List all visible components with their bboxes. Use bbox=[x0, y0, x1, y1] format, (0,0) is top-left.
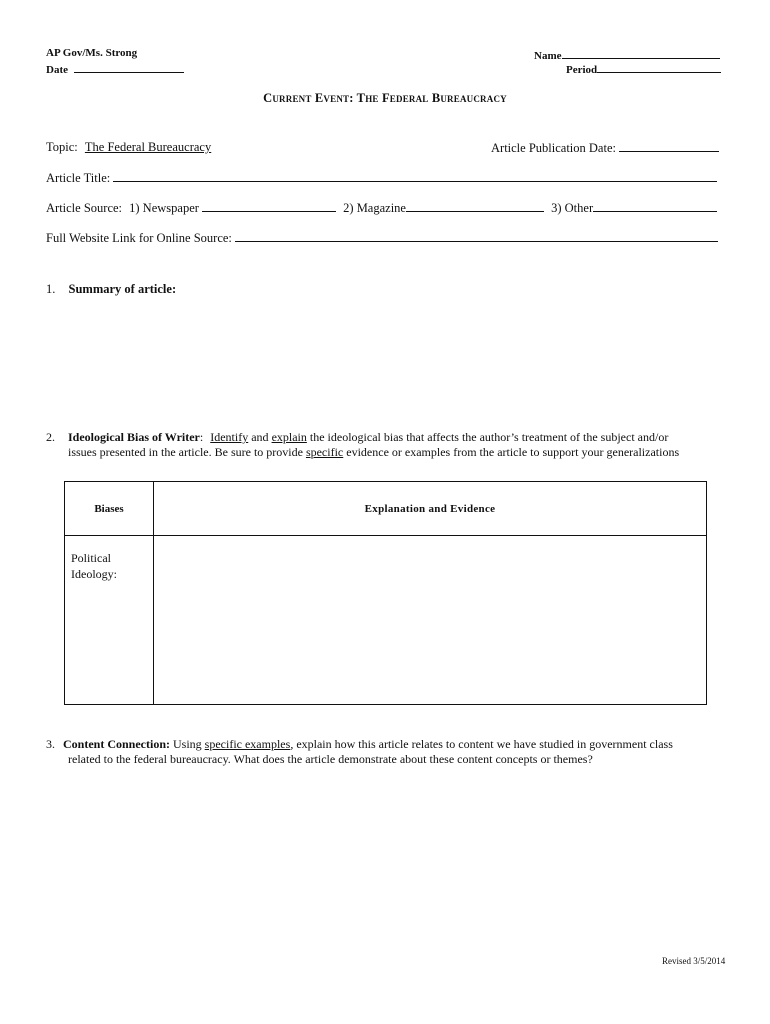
website-blank[interactable] bbox=[235, 230, 718, 242]
q2-identify: Identify bbox=[210, 430, 249, 444]
q2-and: and bbox=[251, 430, 269, 444]
name-blank[interactable] bbox=[562, 47, 720, 59]
q2-explain: explain bbox=[271, 430, 307, 444]
date-blank[interactable] bbox=[74, 61, 184, 73]
q2-colon: : bbox=[199, 430, 204, 444]
article-title-row bbox=[46, 170, 717, 186]
period-blank[interactable] bbox=[597, 61, 721, 73]
biases-header: Biases bbox=[94, 503, 124, 515]
article-title-label: Article Title: bbox=[46, 171, 111, 185]
explanation-header: Explanation and Evidence bbox=[364, 503, 496, 515]
q2-specific: specific bbox=[305, 445, 344, 459]
explanation-header-cell bbox=[154, 482, 707, 536]
source-newspaper-label: 1) Newspaper bbox=[129, 201, 199, 215]
q3-using: Using bbox=[173, 737, 202, 751]
article-source-row bbox=[46, 200, 717, 216]
ideology-label: Ideology: bbox=[71, 567, 117, 581]
revised-date: Revised 3/5/2014 bbox=[662, 956, 726, 966]
q3-label: Content Connection: bbox=[63, 737, 170, 751]
question-1 bbox=[46, 282, 176, 297]
q3-line-2: related to the federal bureaucracy. What does the article demonstrate about these content concepts or themes? bbox=[68, 752, 593, 766]
topic-label: Topic: bbox=[46, 140, 78, 154]
q2-label: Ideological Bias of Writer bbox=[68, 430, 200, 444]
q2-line-2 bbox=[68, 445, 726, 460]
other-blank[interactable] bbox=[593, 200, 717, 212]
q2-line2b: evidence or examples from the article to support your generalizations bbox=[346, 445, 680, 459]
table-row bbox=[65, 536, 707, 705]
q2-line-1 bbox=[46, 430, 726, 445]
explanation-input-cell[interactable] bbox=[154, 536, 707, 705]
question-3 bbox=[46, 737, 736, 767]
q3-specific-examples: specific examples bbox=[204, 737, 291, 751]
course-label: AP Gov/Ms. Strong bbox=[46, 47, 138, 59]
q2-line2a: issues presented in the article. Be sure to provide bbox=[68, 445, 303, 459]
source-label: Article Source: bbox=[46, 201, 123, 215]
newspaper-blank[interactable] bbox=[202, 200, 336, 212]
page-title: Current Event: The Federal Bureaucracy bbox=[263, 91, 507, 105]
name-label: Name bbox=[534, 50, 562, 62]
source-other-label: 3) Other bbox=[551, 201, 594, 215]
topic-row bbox=[46, 140, 211, 155]
q1-number: 1. bbox=[46, 282, 56, 296]
name-row bbox=[534, 47, 720, 62]
question-2 bbox=[46, 430, 726, 460]
political-ideology-cell bbox=[65, 536, 154, 705]
topic-value: The Federal Bureaucracy bbox=[84, 140, 212, 154]
political-label: Political bbox=[71, 551, 111, 565]
period-label: Period bbox=[566, 64, 598, 76]
bias-table bbox=[64, 481, 707, 705]
period-row bbox=[566, 61, 721, 76]
table-header-row bbox=[65, 482, 707, 536]
magazine-blank[interactable] bbox=[406, 200, 544, 212]
pub-date-blank[interactable] bbox=[619, 140, 719, 152]
website-row bbox=[46, 230, 718, 246]
q2-rest-1: the ideological bias that affects the author’s treatment of the subject and/or bbox=[309, 430, 669, 444]
q1-label: Summary of article: bbox=[68, 282, 177, 296]
q3-rest-1: , explain how this article relates to content we have studied in government class bbox=[290, 737, 673, 751]
date-label: Date bbox=[46, 64, 68, 76]
pub-date-row bbox=[491, 140, 719, 156]
q3-line-1 bbox=[46, 737, 736, 752]
q3-number: 3. bbox=[46, 737, 55, 751]
biases-header-cell bbox=[65, 482, 154, 536]
source-magazine-label: 2) Magazine bbox=[343, 201, 406, 215]
pub-date-label: Article Publication Date: bbox=[491, 141, 616, 155]
q2-number: 2. bbox=[46, 430, 55, 444]
article-title-blank[interactable] bbox=[113, 170, 717, 182]
date-row bbox=[46, 61, 184, 76]
website-label: Full Website Link for Online Source: bbox=[46, 231, 232, 245]
